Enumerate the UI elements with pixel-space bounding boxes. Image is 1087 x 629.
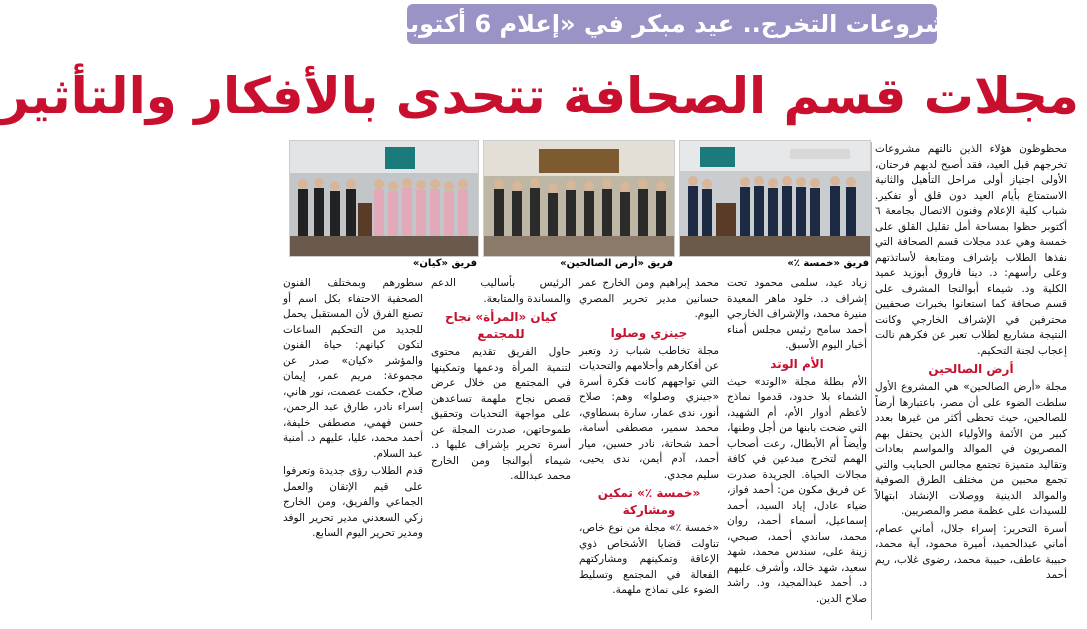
column-2 — [727, 276, 867, 620]
photo-team-kayan — [289, 140, 479, 257]
headline: مجلات قسم الصحافة تتحدى بالأفكار والتأثير — [0, 67, 1079, 125]
column-5-body: حاول الفريق تقديم محتوى لتنمية المرأة ودعمها وتمكينها في المجتمع من خلال عرض قصص نجاح ملهمة تساعدهن على مواجهة التحديات وتحقيق طموحاتهن، صدرت المجلة عن أسرة تحرير بإشراف عليها د. شيماء أبوالنجا ومن الخارج محمد عبدالله. — [431, 346, 571, 482]
column-2-body: الأم بطلة مجلة «الوتد» حيث الشماء بلا حدود، قدموا نماذج لأعظم أدوار الأم، أم الشهيد، التي ضحت بابنها من أجل وطنها، وأيضاً أم الأبطال، رعت أصحاب الهمم لتخرج مبدعين في كافة مجالات الحياة. الجريدة صدرت عن فريق مكون من: أحمد فواز، ضياء عادل، إياد السيد، أحمد إسماعيل، أسماء أحمد، روان محمد، ساندي أحمد، صبحي، زينة على، سندس محمد، شهد سعيد، شهد خالد، وأشرف عليهم د. أحمد عبدالمجيد، ود. راشد صلاح الدين. — [727, 375, 867, 605]
photo-team-ard — [483, 140, 675, 257]
column-3-intro: محمد إبراهيم ومن الخارج عمر حسانين مدير تحرير المصري اليوم. — [579, 277, 719, 320]
column-5 — [431, 276, 571, 620]
column-3-body: مجلة تخاطب شباب زد وتعبر عن أفكارهم وأحلامهم والتحديات التي تواجههم كانت فكرة أسرة «جينزي وصلوا» وهم: صلاح أنور، ندى عمار، سارة بسطاوي، محمد سمير، مصطفى أسامة، أحمد شحاتة، نادر حسين، ميار أحمد، آدم أيمن، ندى يحيى، سليم مجدي. — [579, 344, 719, 481]
subhead-watad: الأم الوتد — [770, 356, 824, 371]
column-right-intro: محظوظون هؤلاء الذين نالتهم مشروعات تخرجهم قبل العيد، فقد أصبح لديهم فرحتان، الأولى اجتياز أولى مراحل التأهيل والثانية الاستمتاع بأيام العيد دون قلق أو تفكير. شباب كلية الإعلام وفنون الاتصال بجامعة ٦ أكتوبر حظوا بمساحة أمل تقليل القلق على خمسة وهي عدد مجلات قسم الصحافة التي نفذها الطلاب بإشراف ومتابعة لأساتذتهم وعلى رأسهم: د. دينا فاروق أبوزيد عميد الكلية ود. شيماء أبوالنجا المشرف على قسم صحافة كما استعانوا بخبرات صحفيين محترفين في الإشراف الخارجي وكانت النتيجة مشاريع لطلاب تعبر عن فكرهم نالت إعجاب لجنة التحكيم. — [875, 143, 1067, 357]
column-4 — [283, 276, 423, 620]
column-right-body: مجلة «أرض الصالحين» هي المشروع الأول سلطت الضوء على أن مصر، باعتبارها أرضاً للصالحين، حيث تحظى أكثر من غيرها بعدد كبير من الأئمة والأولياء الذين يحتفل بهم المصريون في الموالد والمواسم بعادات وتقاليد متميزة تجتمع مجالس الحبايب والتي تجمع محبين من مختلف الطرق الصوفية والموالد الدينية ووصلات الإنشاد ابتهالاً للسيدات على عظمة مصر والمصريين. — [875, 381, 1067, 517]
photo-team-khamsa — [679, 140, 871, 257]
column-2-intro: زياد عيد، سلمى محمود تحت إشراف د. خلود ماهر المعيدة منيرة محمد، والإشراف الخارجي أحمد سامح رئيس مجلس أمناء أخبار اليوم الأسبق. — [727, 277, 867, 351]
caption-khamsa: فريق «خمسة ٪» — [787, 258, 869, 269]
column-4-intro: سطورهم وبمختلف الفنون الصحفية الاحتفاء بكل اسم أو تصنع الفرق لأن المستقبل يحمل للجديد من التحكيم الساعات لتكون كيانهم: حياة الفنون والمؤشر «كيان» صدر عن مجموعة: مريم عمر، إيمان صلاح، حكمت عصمت، نور هاني، إسراء نادر، طارق عبد الرحمن، حسن فهمي، مصطفى خليفة، أحمد محمد، عليا، عليهم د. أمنية عبد السلام. — [283, 277, 423, 460]
kicker-banner — [379, 4, 965, 44]
kicker-text: مشروعات التخرج.. عيد مبكر في «إعلام 6 أكتوبر» — [379, 10, 965, 38]
subhead-khamsa: «خمسة ٪» تمكين ومشاركة — [597, 486, 701, 517]
column-divider — [871, 142, 872, 620]
subhead-genz: جينزي وصلوا — [610, 325, 688, 340]
caption-kayan: فريق «كيان» — [412, 258, 477, 269]
column-3 — [579, 276, 719, 620]
column-right-team: أسرة التحرير: إسراء جلال، أماني عصام، أماني عبدالحميد، أميرة محمود، آية محمد، حبيبة عاطف، حبيبة محمد، رضوى غلاب، ريم أحمد — [875, 522, 1067, 581]
column-4-body: قدم الطلاب رؤى جديدة وتعرفوا على قيم الإتقان والعمل الجماعي والفريق، ومن الخارج زكي السعدني مدير تحرير الوفد ومدير تحرير اليوم السابع. — [283, 465, 423, 539]
subhead-ard: أرض الصالحين — [928, 362, 1014, 376]
column-3-body2: «خمسة ٪» مجلة من نوع خاص، تناولت قضايا الأشخاص ذوي الإعاقة وتمكينهم ومشاركتهم الفعالة في المجتمع وتسليط الضوء على نماذج ملهمة. — [579, 522, 719, 596]
subhead-kayan: كيان «المرأة» نجاح للمجتمع — [444, 310, 558, 341]
column-right — [875, 142, 1067, 620]
caption-ard: فريق «أرض الصالحين» — [560, 258, 673, 269]
column-5-intro: الرئيس بأساليب الدعم والمساندة والمتابعة. — [431, 277, 571, 305]
